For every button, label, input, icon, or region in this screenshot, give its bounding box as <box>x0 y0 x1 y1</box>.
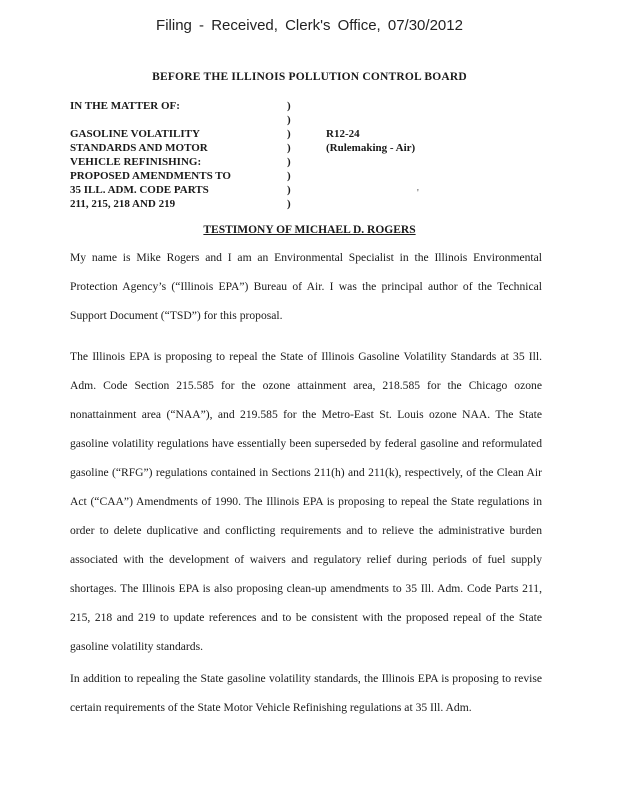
caption-line: VEHICLE REFINISHING: <box>70 156 202 168</box>
paragraph-introduction: My name is Mike Rogers and I am an Environmental Specialist in the Illinois Environmental Protection Agency’s (“Illinois EPA”) Bureau of Air. I was the principal author of the Technical Support Document (“TSD”) for this proposal. <box>70 251 542 322</box>
caption-line: IN THE MATTER OF: <box>70 100 180 112</box>
caption-line: 35 ILL. ADM. CODE PARTS <box>70 184 209 196</box>
docket-type: (Rulemaking - Air) <box>326 142 416 154</box>
paren: ) <box>287 198 291 210</box>
paren: ) <box>287 184 291 196</box>
docket-number: R12-24 <box>326 128 360 140</box>
caption-parens <box>287 99 297 211</box>
paragraph-refinishing: In addition to repealing the State gasoline volatility standards, the Illinois EPA is proposing to revise certain requirements of the State Motor Vehicle Refinishing regulations at 35 Ill. Adm. <box>70 672 542 714</box>
filing-stamp: Filing - Received, Clerk's Office, 07/30/2012 <box>156 17 463 34</box>
paren: ) <box>287 156 291 168</box>
caption-matter <box>70 99 280 211</box>
paren: ) <box>287 114 291 126</box>
testimony-title-text: TESTIMONY OF MICHAEL D. ROGERS <box>203 224 416 236</box>
paren: ) <box>287 142 291 154</box>
caption-line: GASOLINE VOLATILITY <box>70 128 200 140</box>
testimony-title <box>0 224 619 236</box>
caption-line <box>70 113 280 127</box>
caption-line: PROPOSED AMENDMENTS TO <box>70 170 231 182</box>
paren: ) <box>287 100 291 112</box>
paren: ) <box>287 128 291 140</box>
caption-docket <box>326 127 476 155</box>
caption-line: 211, 215, 218 AND 219 <box>70 198 176 210</box>
paren: ) <box>287 170 291 182</box>
paragraph-repeal-proposal: The Illinois EPA is proposing to repeal the State of Illinois Gasoline Volatility Standards at 35 Ill. Adm. Code Section 215.585 for the ozone attainment area, 218.585 for the Chicago ozone nonattainment area (“NAA”), and 219.585 for the Metro-East St. Louis ozone NAA. The State gasoline volatility regulations have essentially been superseded by federal gasoline and reformulated gasoline (“RFG”) regulations contained in Sections 211(h) and 211(k), respectively, of the Clean Air Act (“CAA”) Amendments of 1990. The Illinois EPA is proposing to repeal the State regulations in order to delete duplicative and conflicting requirements and to relieve the administrative burden associated with the development of waivers and regulatory relief during periods of fuel supply shortages. The Illinois EPA is also proposing clean-up amendments to 35 Ill. Adm. Code Parts 211, 215, 218 and 219 to update references and to be consistent with the proposed repeal of the State gasoline volatility standards. <box>70 350 542 653</box>
board-heading: BEFORE THE ILLINOIS POLLUTION CONTROL BOARD <box>152 71 467 83</box>
caption-line: STANDARDS AND MOTOR <box>70 142 208 154</box>
stray-mark: ' <box>417 188 419 199</box>
